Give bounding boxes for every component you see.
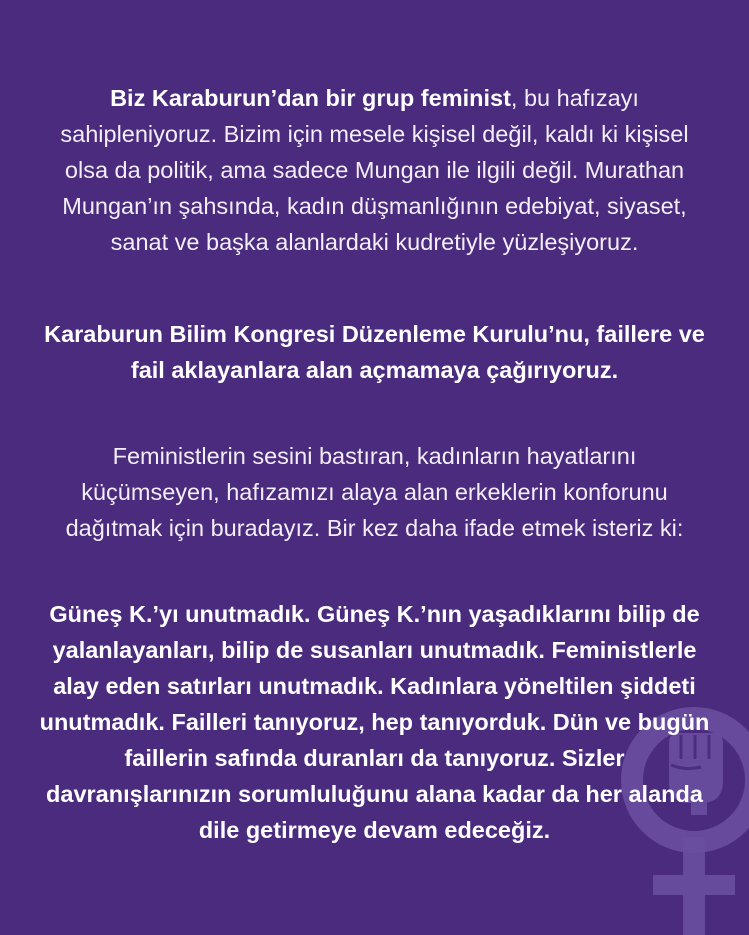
paragraph-intro-line: olsa da politik, ama sadece Mungan ile ilgili değil. Murathan xyxy=(64,157,685,183)
paragraph-intro xyxy=(0,80,749,260)
paragraph-intro-line: Mungan’ın şahsında, kadın düşmanlığının edebiyat, siyaset, xyxy=(62,193,687,219)
paragraph-intro-line: sanat ve başka alanlardaki kudretiyle yüzleşiyoruz. xyxy=(110,229,639,255)
paragraph-forget-line: alay eden satırları unutmadık. Kadınlara yöneltilen şiddeti xyxy=(53,673,696,699)
paragraph-why-line: küçümseyen, hafızamızı alaya alan erkeklerin konforunu xyxy=(81,479,668,505)
intro-lead-rest: , bu hafızayı xyxy=(510,85,639,111)
paragraph-forget-line: dile getirmeye devam edeceğiz. xyxy=(198,817,551,843)
paragraph-forget-line: yalanlayanları, bilip de susanları unutmadık. Feministlerle xyxy=(52,637,697,663)
paragraph-we-did-not-forget xyxy=(0,596,749,848)
paragraph-why-line: dağıtmak için buradayız. Bir kez daha ifade etmek isteriz ki: xyxy=(65,515,684,541)
paragraph-call-line: Karaburun Bilim Kongresi Düzenleme Kurulu’nu, faillere ve xyxy=(44,321,705,347)
paragraph-forget-line: Güneş K.’yı unutmadık. Güneş K.’nın yaşadıklarını bilip de xyxy=(49,601,700,627)
paragraph-call-to-committee xyxy=(0,316,749,388)
group-name-bold: Biz Karaburun’dan bir grup feminist xyxy=(110,85,511,111)
paragraph-forget-line: faillerin safında duranları da tanıyoruz. Sizler xyxy=(124,745,625,771)
paragraph-forget-line: unutmadık. Failleri tanıyoruz, hep tanıyorduk. Dün ve bugün xyxy=(39,709,710,735)
paragraph-why-line: Feministlerin sesini bastıran, kadınların hayatlarını xyxy=(112,443,637,469)
paragraph-call-line: fail aklayanlara alan açmamaya çağırıyoruz. xyxy=(130,357,619,383)
paragraph-forget-line: davranışlarınızın sorumluluğunu alana kadar da her alanda xyxy=(46,781,703,807)
paragraph-intro-line-1 xyxy=(0,80,749,116)
paragraph-intro-line: sahipleniyoruz. Bizim için mesele kişisel değil, kaldı ki kişisel xyxy=(60,121,689,147)
paragraph-why-here xyxy=(0,438,749,546)
